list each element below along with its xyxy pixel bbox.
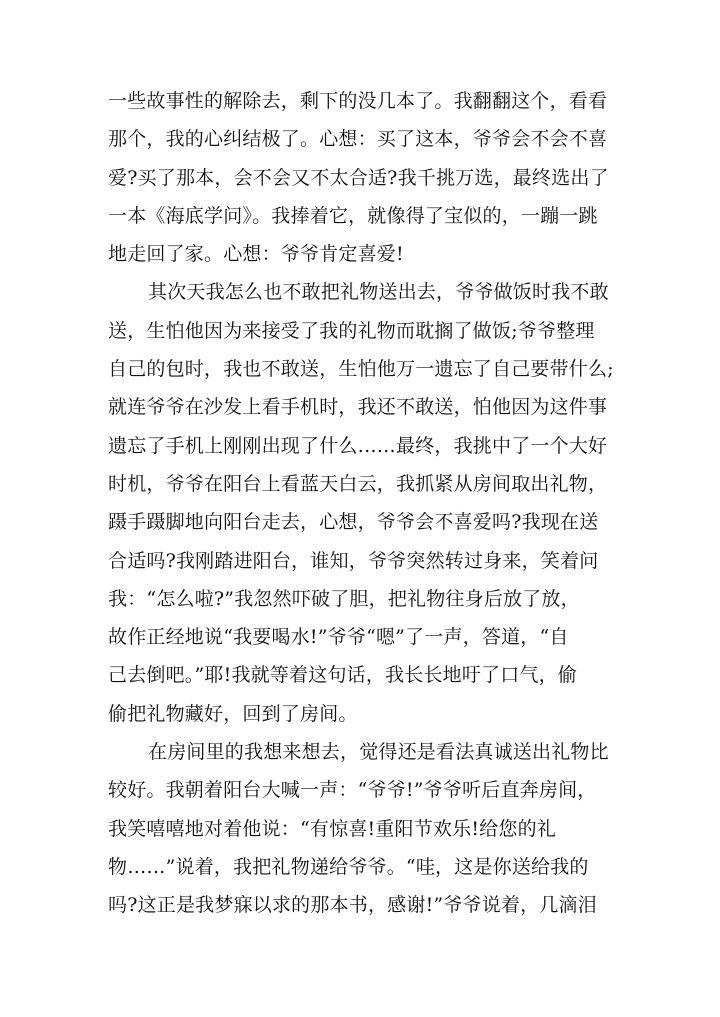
text-line: 物……”说着，我把礼物递给爷爷。“哇，这是你送给我的 (108, 855, 589, 878)
text-line: 己去倒吧。”耶!我就等着这句话，我长长地吁了口气，偷 (108, 664, 578, 687)
paragraph-start-line: 在房间里的我想来想去，觉得还是看法真诚送出礼物比 (148, 741, 609, 764)
text-line: 地走回了家。心想：爷爷肯定喜爱! (108, 243, 404, 266)
text-line: 较好。我朝着阳台大喊一声：“爷爷!”爷爷听后直奔房间， (108, 779, 597, 802)
text-line: 爱?买了那本，会不会又不太合适?我千挑万选，最终选出了 (108, 166, 609, 189)
text-line: 吗?这正是我梦寐以求的那本书，感谢!”爷爷说着，几滴泪 (108, 894, 597, 917)
text-line: 合适吗?我刚踏进阳台，谁知，爷爷突然转过身来，笑着问 (108, 549, 599, 572)
text-line: 那个，我的心纠结极了。心想：买了这本，爷爷会不会不喜 (108, 128, 608, 151)
paragraph-start-line: 其次天我怎么也不敢把礼物送出去，爷爷做饭时我不敢 (148, 281, 609, 304)
text-line: 偷把礼物藏好，回到了房间。 (108, 702, 358, 725)
text-line: 就连爷爷在沙发上看手机时，我还不敢送，怕他因为这件事 (108, 396, 608, 419)
body-text (108, 82, 618, 925)
text-line: 自己的包时，我也不敢送，生怕他万一遗忘了自己要带什么; (108, 358, 614, 381)
text-line: 蹑手蹑脚地向阳台走去，心想，爷爷会不喜爱吗?我现在送 (108, 511, 599, 534)
text-line: 我笑嘻嘻地对着他说：“有惊喜!重阳节欢乐!给您的礼 (108, 817, 556, 840)
text-line: 遗忘了手机上刚刚出现了什么……最终，我挑中了一个大好 (108, 434, 608, 457)
text-line: 我：“怎么啦?”我忽然吓破了胆，把礼物往身后放了放， (108, 587, 580, 610)
text-line: 时机，爷爷在阳台上看蓝天白云，我抓紧从房间取出礼物， (108, 472, 608, 495)
text-line: 送，生怕他因为来接受了我的礼物而耽搁了做饭;爷爷整理 (108, 319, 595, 342)
text-line: 故作正经地说“我要喝水!”爷爷“嗯”了一声，答道，“自 (108, 626, 569, 649)
text-line: 一本《海底学问》。我捧着它，就像得了宝似的，一蹦一跳 (108, 204, 598, 227)
text-line: 一些故事性的解除去，剩下的没几本了。我翻翻这个，看看 (108, 90, 608, 112)
